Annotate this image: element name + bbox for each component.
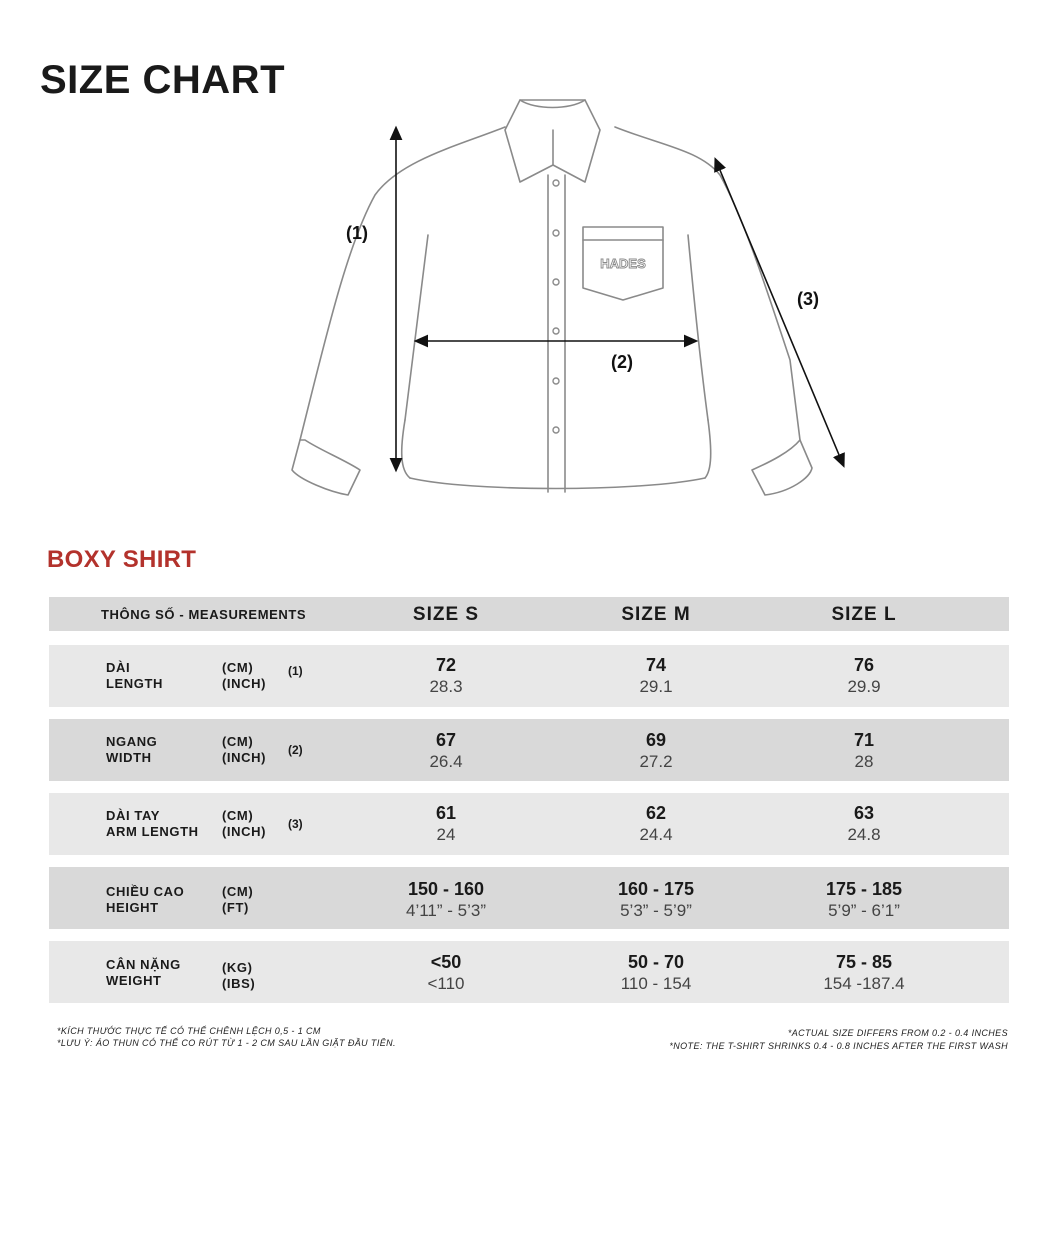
value-secondary: 24.4 <box>639 825 673 844</box>
value-secondary: 24 <box>436 825 456 844</box>
value-size-s <box>346 878 546 922</box>
row-ref-marker: (3) <box>288 817 303 831</box>
value-primary: 50 - 70 <box>627 952 685 972</box>
row-ref-marker: (1) <box>288 664 303 678</box>
table-row <box>49 867 1009 929</box>
table-row <box>49 645 1009 707</box>
value-secondary: 24.8 <box>847 825 881 844</box>
value-size-m <box>556 654 756 698</box>
row-label-vi: DÀI TAY <box>106 808 161 823</box>
product-name: BOXY SHIRT <box>47 546 197 573</box>
value-secondary: 5’9” - 6’1” <box>828 901 900 920</box>
value-size-m <box>556 878 756 922</box>
note-left-1: *KÍCH THƯỚC THỰC TẾ CÓ THỂ CHÊNH LỆCH 0,5 - 1 CM <box>57 1026 321 1036</box>
size-m-header: SIZE M <box>621 604 691 625</box>
row-unit-secondary: (INCH) <box>222 750 267 765</box>
value-secondary: 28.3 <box>429 677 463 696</box>
value-size-s <box>346 654 546 698</box>
value-size-s <box>346 802 546 846</box>
value-secondary: 154 -187.4 <box>823 974 905 993</box>
value-primary: <50 <box>430 952 462 972</box>
value-size-m <box>556 951 756 995</box>
value-size-l <box>764 951 964 995</box>
value-secondary: 27.2 <box>639 752 673 771</box>
value-primary: 71 <box>853 730 875 750</box>
value-primary: 150 - 160 <box>407 879 485 899</box>
value-size-m <box>556 802 756 846</box>
value-size-s <box>346 951 546 995</box>
row-label-vi: CÂN NẶNG <box>106 957 181 972</box>
value-secondary: 5’3” - 5’9” <box>620 901 692 920</box>
row-label-en: WIDTH <box>106 750 152 765</box>
table-row <box>49 719 1009 781</box>
value-primary: 62 <box>645 803 667 823</box>
marker-3: (3) <box>797 289 819 309</box>
row-label-en: LENGTH <box>106 676 164 691</box>
page-title: SIZE CHART <box>40 58 285 102</box>
value-secondary: 29.9 <box>847 677 881 696</box>
marker-2: (2) <box>611 352 633 372</box>
row-unit-primary: (KG) <box>222 960 253 975</box>
value-primary: 63 <box>853 803 875 823</box>
value-primary: 160 - 175 <box>617 879 695 899</box>
value-size-m <box>556 729 756 773</box>
table-row <box>49 941 1009 1003</box>
value-size-s <box>346 729 546 773</box>
row-unit-primary: (CM) <box>222 734 254 749</box>
value-primary: 61 <box>435 803 457 823</box>
value-primary: 67 <box>435 730 457 750</box>
value-primary: 69 <box>645 730 667 750</box>
measurements-label: THÔNG SỐ - MEASUREMENTS <box>101 607 307 622</box>
value-secondary: 28 <box>854 752 874 771</box>
value-size-l <box>764 802 964 846</box>
value-secondary: 26.4 <box>429 752 463 771</box>
row-label-vi: DÀI <box>106 660 131 675</box>
row-unit-primary: (CM) <box>222 660 254 675</box>
row-unit-primary: (CM) <box>222 808 254 823</box>
note-right-2: *NOTE: THE T-SHIRT SHRINKS 0.4 - 0.8 INCHES AFTER THE FIRST WASH <box>669 1041 1008 1051</box>
shirt-illustration <box>0 90 1053 510</box>
row-unit-primary: (CM) <box>222 884 254 899</box>
row-label-vi: NGANG <box>106 734 158 749</box>
row-unit-secondary: (INCH) <box>222 824 267 839</box>
row-ref-marker: (2) <box>288 743 303 757</box>
row-unit-secondary: (INCH) <box>222 676 267 691</box>
note-left-2: *LƯU Ý: ÁO THUN CÓ THỂ CO RÚT TỪ 1 - 2 CM SAU LẦN GIẶT ĐẦU TIÊN. <box>57 1038 396 1048</box>
size-s-header: SIZE S <box>412 604 480 625</box>
value-primary: 72 <box>435 655 457 675</box>
value-size-l <box>764 878 964 922</box>
marker-1: (1) <box>346 223 368 243</box>
value-primary: 175 - 185 <box>825 879 903 899</box>
brand-logo: HADES <box>600 256 646 271</box>
value-size-l <box>764 654 964 698</box>
table-row <box>49 793 1009 855</box>
value-primary: 75 - 85 <box>835 952 893 972</box>
row-label-en: HEIGHT <box>106 900 159 915</box>
value-secondary: 110 - 154 <box>620 974 692 993</box>
row-unit-secondary: (FT) <box>222 900 249 915</box>
row-unit-secondary: (IBS) <box>222 976 256 991</box>
value-size-l <box>764 729 964 773</box>
table-header <box>49 597 1009 631</box>
row-label-vi: CHIỀU CAO <box>106 884 185 899</box>
value-secondary: <110 <box>427 974 465 993</box>
value-secondary: 4’11” - 5’3” <box>406 901 486 920</box>
row-label-en: WEIGHT <box>106 973 162 988</box>
note-right-1: *ACTUAL SIZE DIFFERS FROM 0.2 - 0.4 INCHES <box>787 1028 1008 1038</box>
row-label-en: ARM LENGTH <box>106 824 199 839</box>
value-primary: 74 <box>645 655 667 675</box>
value-secondary: 29.1 <box>639 677 673 696</box>
value-primary: 76 <box>853 655 875 675</box>
size-l-header: SIZE L <box>831 604 897 625</box>
